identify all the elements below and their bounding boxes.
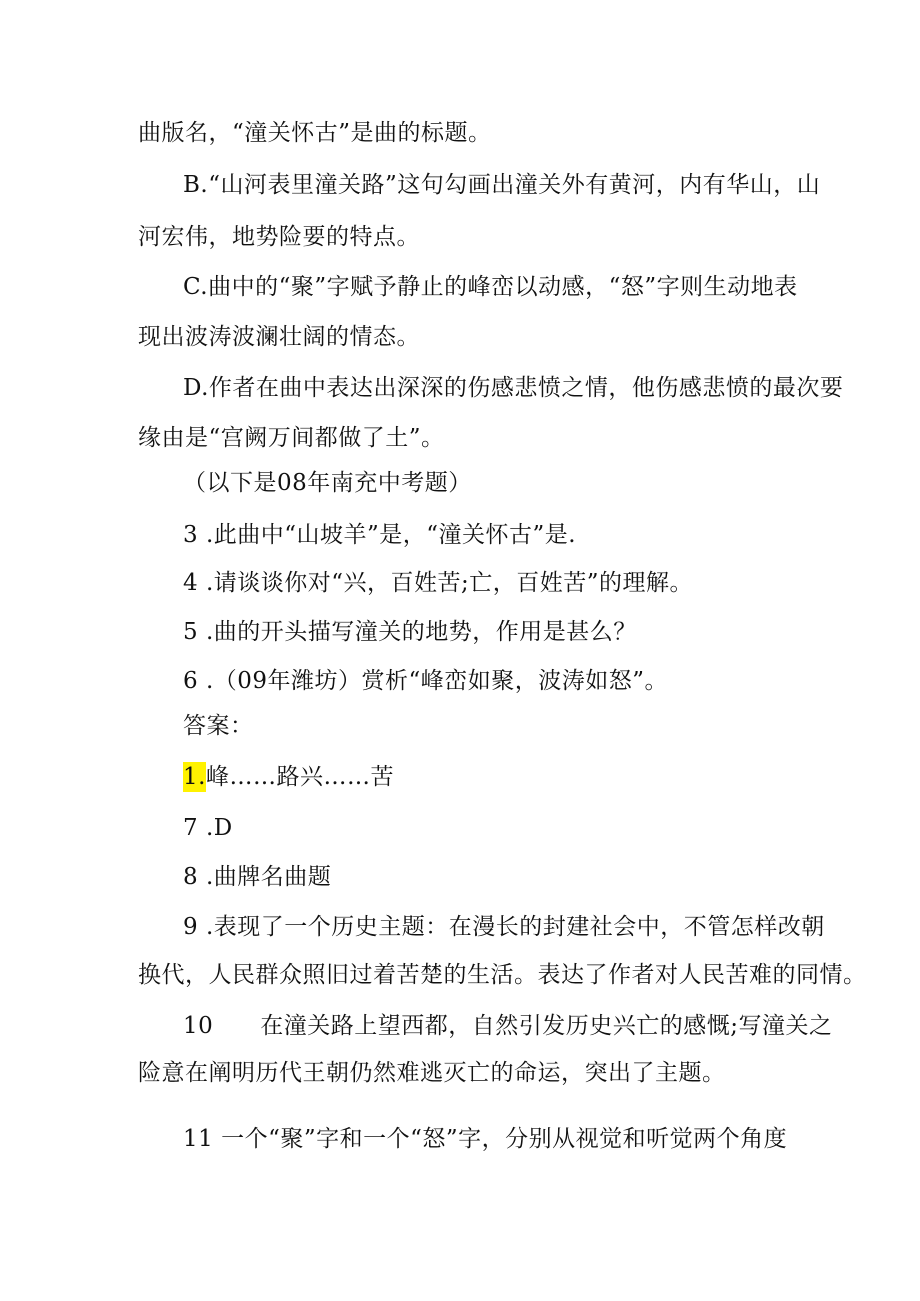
text-line: 曲版名，“潼关怀古”是曲的标题。 bbox=[138, 120, 492, 146]
question-6: 6 .（09年潍坊）赏析“峰峦如聚，波涛如怒”。 bbox=[183, 668, 669, 694]
question-5: 5 .曲的开头描写潼关的地势，作用是甚么？ bbox=[183, 619, 637, 645]
answer-7: 7 .D bbox=[183, 815, 233, 841]
text-line: 换代，人民群众照旧过着苦楚的生活。表达了作者对人民苦难的同情。 bbox=[138, 962, 867, 988]
highlighted-number: 1. bbox=[183, 764, 206, 790]
answer-11: 11 一个“聚”字和一个“怒”字，分别从视觉和听觉两个角度 bbox=[183, 1126, 788, 1152]
text-line: （以下是08年南充中考题） bbox=[183, 470, 472, 496]
text-line: D.作者在曲中表达出深深的伤感悲愤之情，他伤感悲愤的最次要 bbox=[183, 375, 844, 401]
text-line: 险意在阐明历代王朝仍然难逃灭亡的命运，突出了主题。 bbox=[138, 1060, 726, 1086]
answer-9: 9 .表现了一个历史主题：在漫长的封建社会中，不管怎样改朝 bbox=[183, 914, 825, 940]
text-line: B.“山河表里潼关路”这句勾画出潼关外有黄河，内有华山，山 bbox=[183, 172, 821, 198]
answer-1-text: 峰……路兴……苦 bbox=[205, 764, 394, 790]
text-line: 河宏伟，地势险要的特点。 bbox=[138, 224, 420, 250]
answer-10: 10 在潼关路上望西都，自然引发历史兴亡的感慨;写潼关之 bbox=[183, 1013, 833, 1039]
question-3: 3 .此曲中“山坡羊”是，“潼关怀古”是. bbox=[183, 522, 577, 548]
question-4: 4 .请谈谈你对“兴，百姓苦;亡，百姓苦”的理解。 bbox=[183, 570, 694, 596]
answer-heading: 答案： bbox=[183, 713, 254, 739]
text-line: 现出波涛波澜壮阔的情态。 bbox=[138, 324, 420, 350]
text-line: 缘由是“宫阙万间都做了土”。 bbox=[138, 425, 445, 451]
answer-8: 8 .曲牌名曲题 bbox=[183, 864, 332, 890]
answer-1 bbox=[183, 762, 394, 792]
text-line: C.曲中的“聚”字赋予静止的峰峦以动感，“怒”字则生动地表 bbox=[183, 274, 798, 300]
